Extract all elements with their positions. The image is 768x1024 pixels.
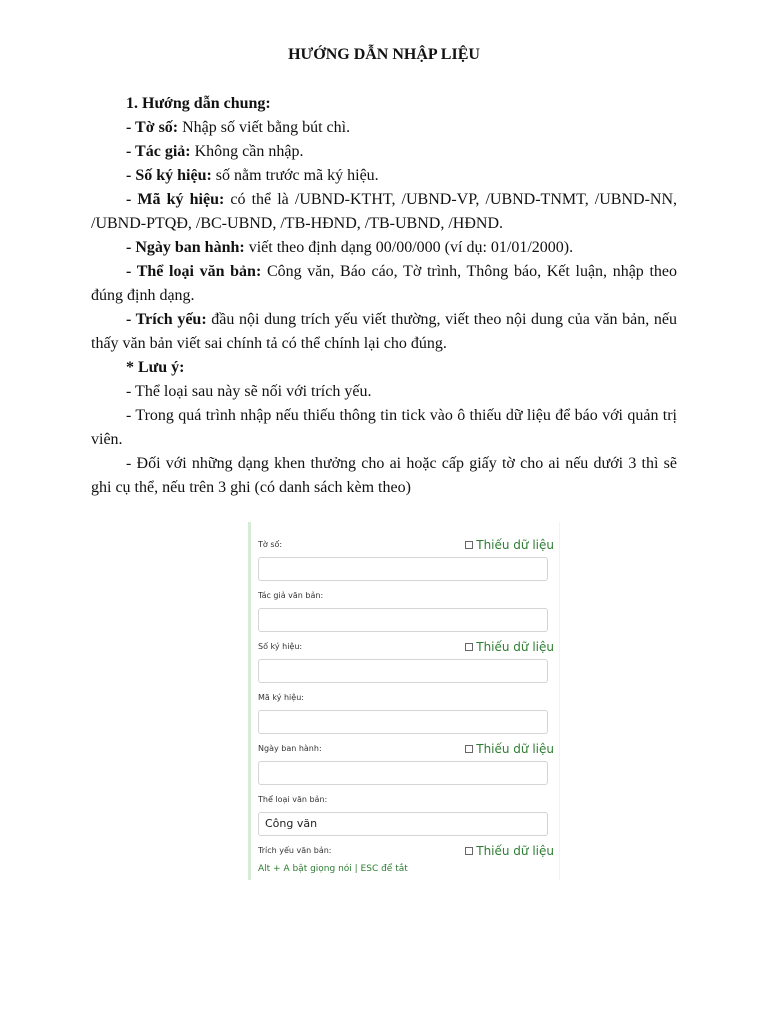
guide-item: - Số ký hiệu: số nằm trước mã ký hiệu. bbox=[126, 167, 379, 184]
note-heading: * Lưu ý: bbox=[126, 359, 185, 376]
missing-data-checkbox[interactable]: Thiếu dữ liệu bbox=[465, 640, 554, 654]
field-label: Số ký hiệu: bbox=[258, 642, 303, 651]
guide-item: - Tờ số: Nhập số viết bằng bút chì. bbox=[126, 119, 351, 136]
guide-item: - Trích yếu: đầu nội dung trích yếu viết thường, viết theo nội dung của văn bản, nếu thấy văn bản viết sai chính tả có thể chính lại cho đúng. bbox=[91, 311, 678, 352]
field-label: Tác giả văn bản: bbox=[258, 591, 324, 600]
field-tac-gia bbox=[251, 573, 559, 624]
missing-data-checkbox[interactable]: Thiếu dữ liệu bbox=[465, 538, 554, 552]
checkbox-icon bbox=[465, 541, 473, 549]
document-title: HƯỚNG DẪN NHẬP LIỆU bbox=[288, 46, 480, 63]
checkbox-icon bbox=[465, 745, 473, 753]
voice-input-hint: Alt + A bật giọng nói | ESC để tắt bbox=[258, 864, 408, 874]
field-ngay-ban-hanh bbox=[251, 726, 559, 777]
note-item: - Trong quá trình nhập nếu thiếu thông tin tick vào ô thiếu dữ liệu để báo với quản trị viên. bbox=[91, 407, 677, 448]
guide-item: - Mã ký hiệu: có thể là /UBND-KTHT, /UBND-VP, /UBND-TNMT, /UBND-NN, /UBND-PTQĐ, /BC-UBND, /TB-HĐND, /TB-UBND, /HĐND. bbox=[91, 191, 678, 232]
guide-item: - Ngày ban hành: viết theo định dạng 00/00/000 (ví dụ: 01/01/2000). bbox=[126, 239, 574, 256]
note-item: - Đối với những dạng khen thưởng cho ai hoặc cấp giấy tờ cho ai nếu dưới 3 thì sẽ ghi cụ thể, nếu trên 3 ghi (có danh sách kèm theo) bbox=[91, 455, 677, 496]
missing-data-checkbox[interactable]: Thiếu dữ liệu bbox=[465, 742, 554, 756]
the-loai-input[interactable]: Công văn bbox=[258, 812, 548, 836]
checkbox-icon bbox=[465, 643, 473, 651]
checkbox-icon bbox=[465, 847, 473, 855]
missing-data-checkbox[interactable]: Thiếu dữ liệu bbox=[465, 844, 554, 858]
field-label: Trích yếu văn bản: bbox=[258, 846, 332, 855]
field-ma-ky-hieu bbox=[251, 675, 559, 726]
field-the-loai bbox=[251, 777, 559, 828]
document-body bbox=[91, 92, 677, 500]
guide-item: - Tác giả: Không cần nhập. bbox=[126, 143, 304, 160]
note-item: - Thể loại sau này sẽ nối với trích yếu. bbox=[126, 383, 372, 400]
field-label: Ngày ban hành: bbox=[258, 744, 322, 753]
data-entry-form-screenshot bbox=[248, 522, 560, 880]
field-label: Tờ số: bbox=[258, 540, 283, 549]
field-so-ky-hieu bbox=[251, 624, 559, 675]
field-to-so bbox=[251, 522, 559, 573]
guide-item: - Thể loại văn bản: Công văn, Báo cáo, Tờ trình, Thông báo, Kết luận, nhập theo đúng định dạng. bbox=[91, 263, 678, 304]
field-label: Thể loại văn bản: bbox=[258, 795, 328, 804]
section-heading: 1. Hướng dẫn chung: bbox=[126, 95, 271, 112]
field-label: Mã ký hiệu: bbox=[258, 693, 304, 702]
